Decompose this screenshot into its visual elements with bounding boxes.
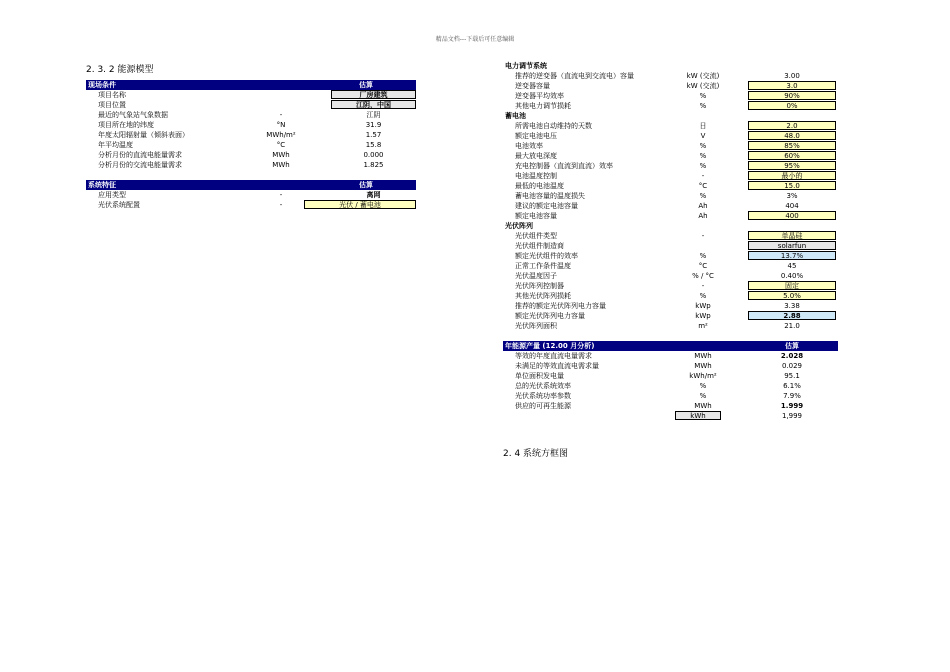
pv-row: 光伏阵列面积 m² 21.0	[515, 322, 800, 330]
project-name-cell[interactable]: 厂房建筑	[331, 90, 416, 99]
min-battery-temp-input[interactable]: 15.0	[748, 181, 836, 190]
battery-temp-control-select[interactable]: 最小的	[748, 171, 836, 180]
power-conditioning-table	[503, 61, 838, 331]
battery-row: 蓄电池容量的温度损失 % 3%	[515, 192, 798, 200]
site-row: 项目位置 江阴，中国	[86, 100, 416, 110]
pv-manufacturer-cell[interactable]: solarfun	[748, 241, 836, 250]
pv-row: 其他光伏阵列损耗 % 5.0%	[503, 291, 838, 301]
battery-row: 充电控制器（直流到直流）效率 % 95%	[503, 161, 838, 171]
battery-days-input[interactable]: 2.0	[748, 121, 836, 130]
pv-row: 正常工作条件温度 °C 45	[515, 262, 797, 270]
site-row: 年平均温度 °C 15.8	[98, 141, 382, 149]
section-title-energy-model: 2. 3. 2 能源模型	[86, 65, 154, 75]
annual-row: 单位面积发电量 kWh/m² 95.1	[515, 372, 800, 380]
power-row: 推荐的逆变器（直流电到交流电）容量 kW (交流) 3.00	[515, 72, 800, 80]
max-discharge-input[interactable]: 60%	[748, 151, 836, 160]
inverter-capacity-input[interactable]: 3.0	[748, 81, 836, 90]
pv-row: 光伏组件类型 - 单晶硅	[503, 231, 838, 241]
site-row: 年度太阳辐射量（倾斜表面） MWh/m² 1.57	[98, 131, 382, 139]
site-row: 分析月份的直流电能量需求 MWh 0.000	[98, 151, 384, 159]
system-row: 光伏系统配置 - 光伏 / 蓄电池	[86, 200, 416, 210]
battery-row: 最大放电深度 % 60%	[503, 151, 838, 161]
power-row: 逆变器平均效率 % 90%	[503, 91, 838, 101]
site-conditions-header: 现场条件 估算	[86, 80, 416, 90]
pv-row: 额定光伏阵列电力容量 kWp 2.88	[503, 311, 838, 321]
annual-energy-table	[503, 341, 838, 421]
battery-row: 电池效率 % 85%	[503, 141, 838, 151]
site-row: 项目名称 厂房建筑	[86, 90, 416, 100]
battery-voltage-input[interactable]: 48.0	[748, 131, 836, 140]
battery-row: 所需电池自动维持的天数 日 2.0	[503, 121, 838, 131]
battery-row: 建议的额定电池容量 Ah 404	[515, 202, 799, 210]
battery-title: 蓄电池	[505, 112, 526, 120]
site-conditions-table	[86, 80, 416, 170]
energy-unit-select[interactable]: kWh	[675, 411, 721, 420]
annual-row: 供应的可再生能源 MWh 1.999	[515, 402, 804, 410]
power-row: 其他电力调节损耗 % 0%	[503, 101, 838, 111]
pv-array-controller-select[interactable]: 固定	[748, 281, 836, 290]
pv-row: 额定光伏组件的效率 % 13.7%	[503, 251, 838, 261]
pv-array-title: 光伏阵列	[505, 222, 533, 230]
power-conditioning-title: 电力调节系统	[505, 62, 547, 70]
pv-row: 光伏阵列控制器 - 固定	[503, 281, 838, 291]
annual-energy-header: 年能源产量 (12.00 月分析) 估算	[503, 341, 838, 351]
pv-configuration-select[interactable]: 光伏 / 蓄电池	[304, 200, 416, 209]
annual-row: 等效的年度直流电量需求 MWh 2.028	[515, 352, 804, 360]
annual-row: 总的光伏系统效率 % 6.1%	[515, 382, 801, 390]
annual-row: 光伏系统功率参数 % 7.9%	[515, 392, 801, 400]
site-row: 最近的气象站气象数据 - 江阴	[98, 111, 381, 119]
system-row: 应用类型 - 离网	[86, 190, 416, 200]
pv-row: 推荐的额定光伏阵列电力容量 kWp 3.38	[515, 302, 800, 310]
pv-module-efficiency-cell[interactable]: 13.7%	[748, 251, 836, 260]
pv-module-type-select[interactable]: 单晶硅	[748, 231, 836, 240]
pv-rated-capacity-cell[interactable]: 2.88	[748, 311, 836, 320]
battery-capacity-input[interactable]: 400	[748, 211, 836, 220]
site-row: 项目所在地的纬度 °N 31.9	[98, 121, 382, 129]
battery-row: 额定电池电压 V 48.0	[503, 131, 838, 141]
battery-row: 最低的电池温度 °C 15.0	[503, 181, 838, 191]
pv-row: 光伏温度因子 % / °C 0.40%	[515, 272, 804, 280]
system-features-table	[86, 180, 416, 210]
page-header: 精品文档---下载后可任意编辑	[435, 36, 515, 43]
site-row: 分析月份的交流电能量需求 MWh 1.825	[98, 161, 384, 169]
pv-other-losses-input[interactable]: 5.0%	[748, 291, 836, 300]
pv-row: 光伏组件制造商 solarfun	[503, 241, 838, 251]
battery-efficiency-input[interactable]: 85%	[748, 141, 836, 150]
power-row: 逆变器容量 kW (交流) 3.0	[503, 81, 838, 91]
application-type-value: 离网	[366, 191, 381, 199]
other-losses-input[interactable]: 0%	[748, 101, 836, 110]
inverter-efficiency-input[interactable]: 90%	[748, 91, 836, 100]
charge-controller-efficiency-input[interactable]: 95%	[748, 161, 836, 170]
battery-row: 额定电池容量 Ah 400	[503, 211, 838, 221]
annual-row: kWh 1,999	[503, 411, 838, 421]
system-features-header: 系统特征 估算	[86, 180, 416, 190]
section-title-system-diagram: 2. 4 系统方框图	[503, 449, 569, 459]
battery-row: 电池温度控制 - 最小的	[503, 171, 838, 181]
project-location-cell[interactable]: 江阴，中国	[331, 100, 416, 109]
annual-row: 未满足的等效直流电需求量 MWh 0.029	[515, 362, 803, 370]
